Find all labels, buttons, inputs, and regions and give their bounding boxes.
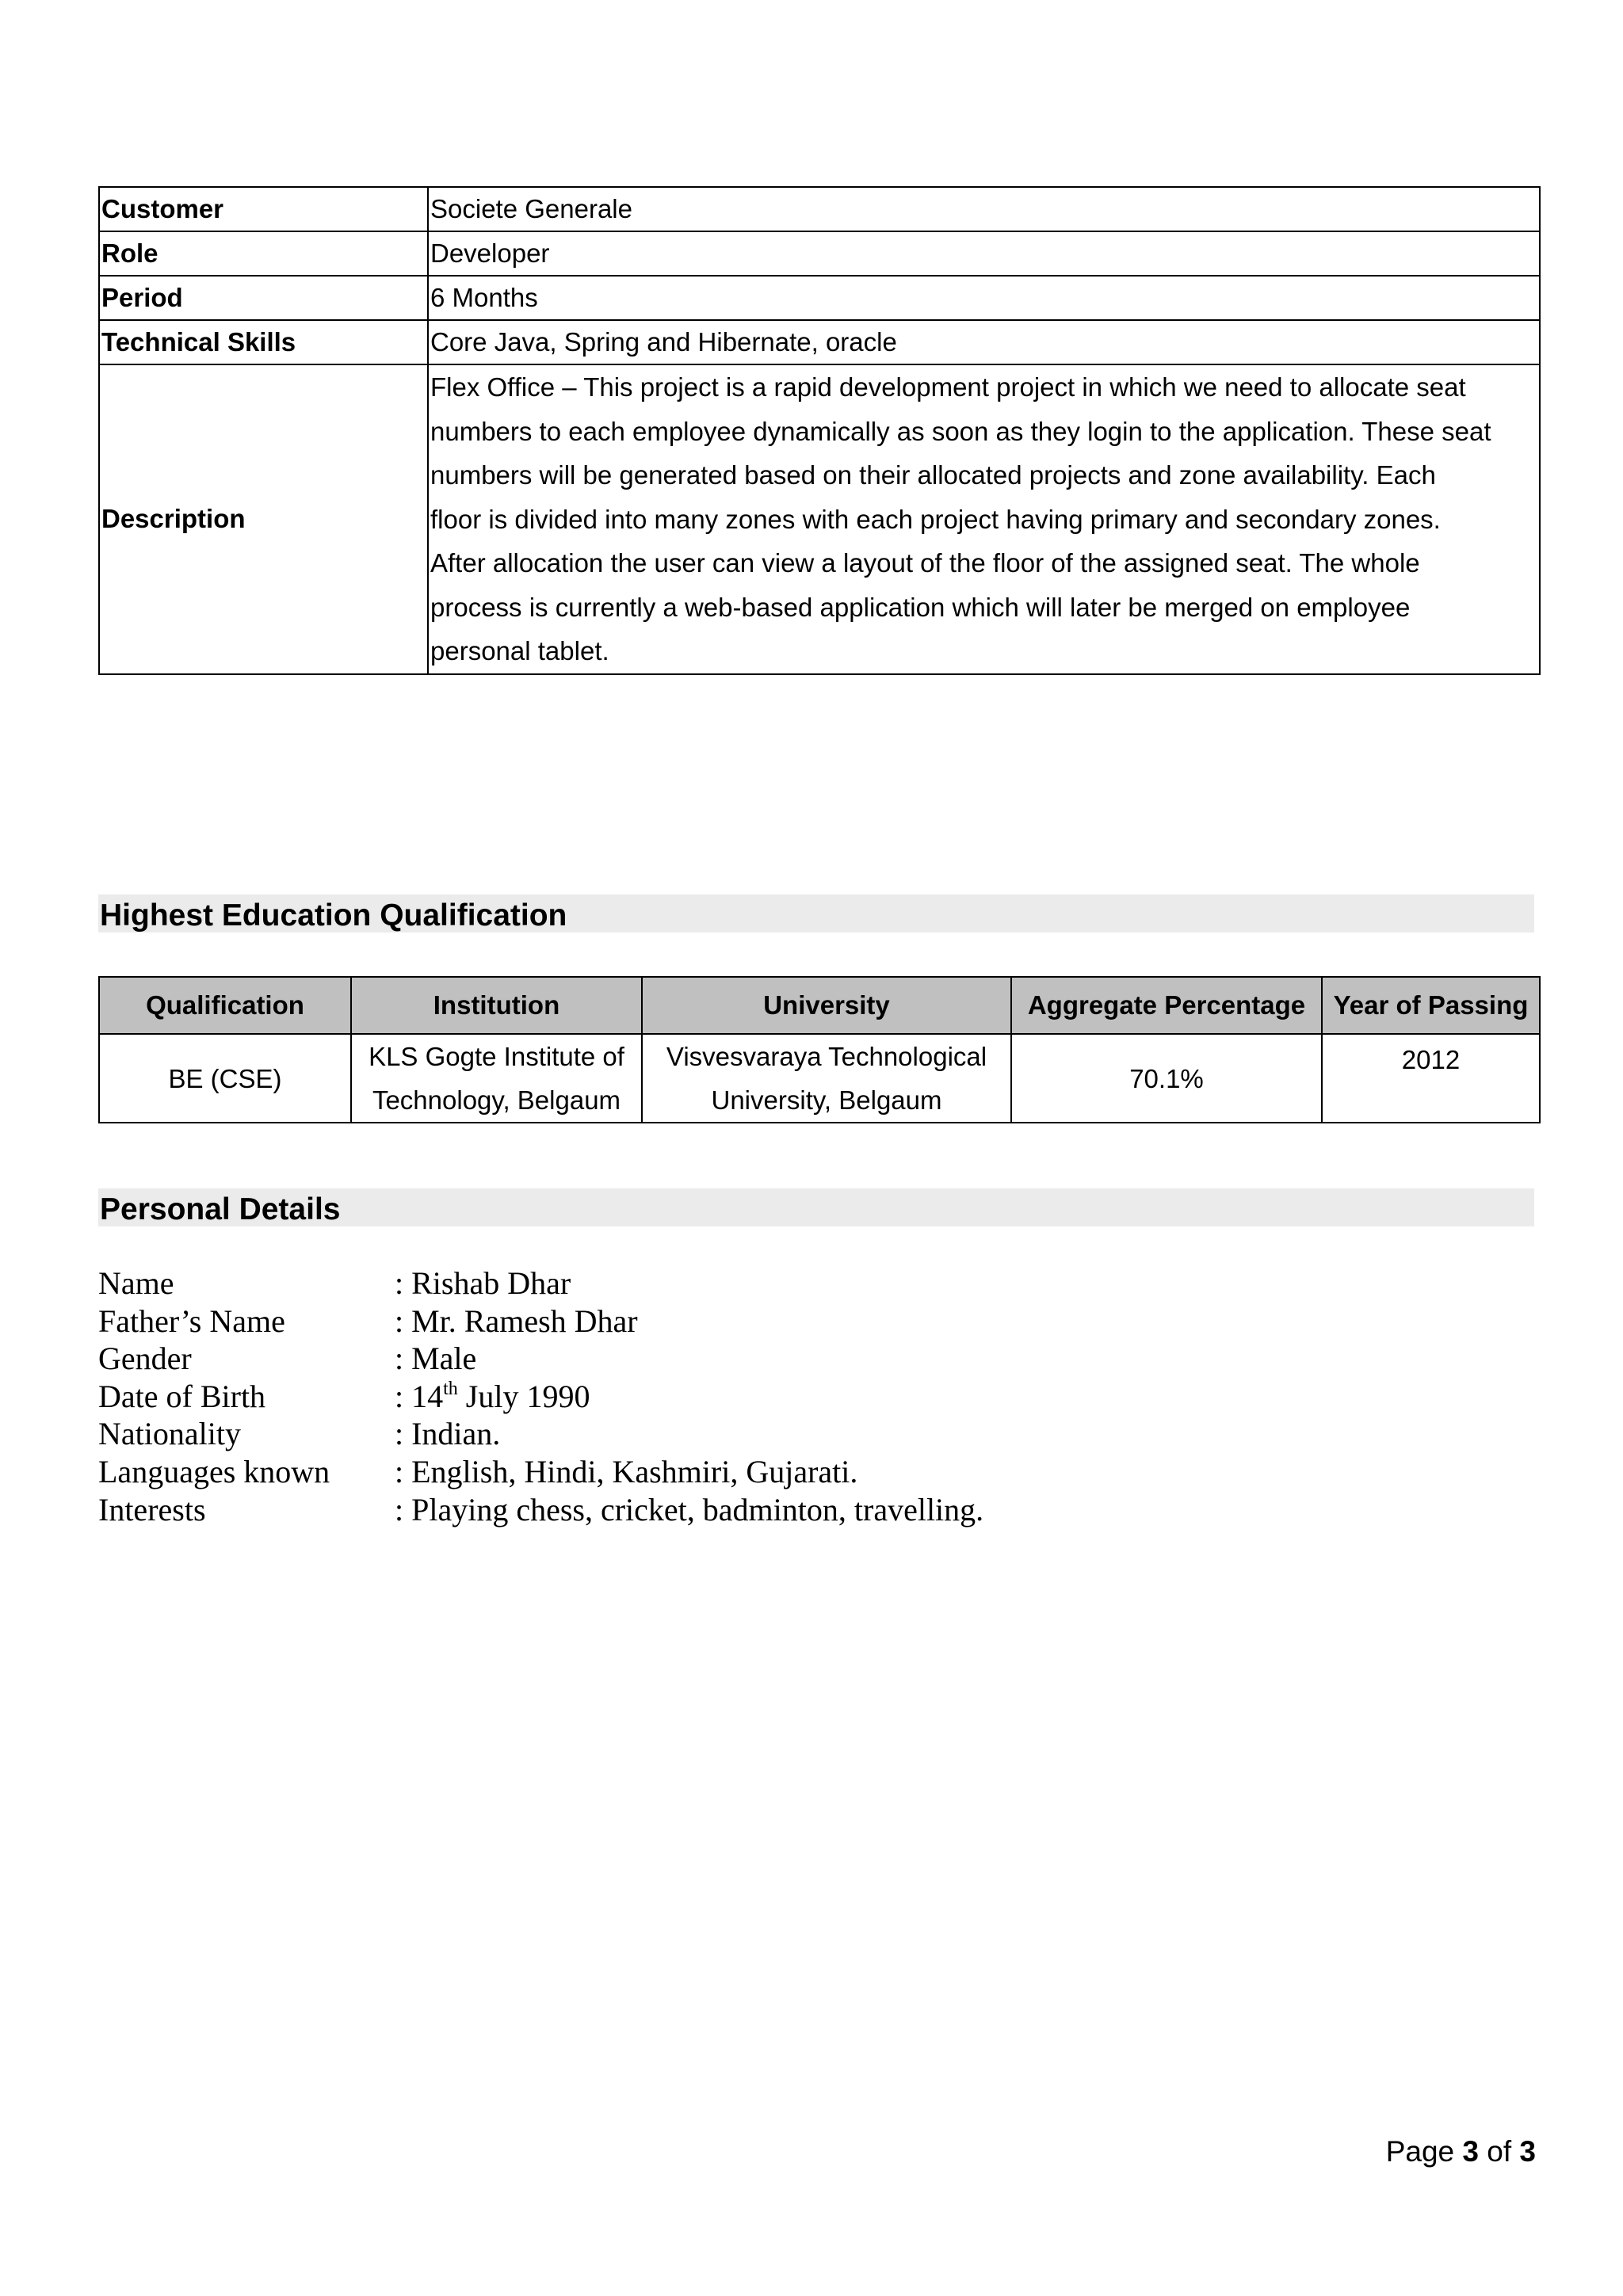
technical-skills-value: Core Java, Spring and Hibernate, oracle [428, 320, 1540, 364]
education-table [98, 976, 1541, 1123]
description-line: personal tablet. [430, 636, 609, 666]
description-line: Flex Office – This project is a rapid development project in which we need to allocate seat [430, 372, 1466, 402]
project-row-role [99, 231, 1540, 276]
education-header-row [99, 977, 1540, 1034]
university-header: University [642, 977, 1011, 1034]
aggregate-percentage-cell: 70.1% [1011, 1034, 1322, 1123]
aggregate-percentage-header: Aggregate Percentage [1011, 977, 1322, 1034]
institution-cell [351, 1034, 642, 1123]
description-value [428, 364, 1540, 674]
education-section-title: Highest Education Qualification [98, 894, 1534, 933]
fathers-name-value: : Mr. Ramesh Dhar [395, 1302, 638, 1339]
total-page-number: 3 [1519, 2135, 1536, 2168]
interests-label: Interests [98, 1491, 206, 1527]
personal-details-list [98, 1264, 983, 1528]
description-line: After allocation the user can view a layout of the floor of the assigned seat. The whole [430, 548, 1420, 578]
description-line: numbers will be generated based on their allocated projects and zone availability. Each [430, 460, 1436, 490]
period-label: Period [99, 276, 428, 320]
date-of-birth-value [395, 1378, 590, 1416]
fathers-name-label: Father’s Name [98, 1302, 285, 1339]
description-line: floor is divided into many zones with each project having primary and secondary zones. [430, 504, 1441, 534]
page-number-footer [1386, 2133, 1536, 2171]
date-of-birth-label: Date of Birth [98, 1378, 266, 1414]
customer-value: Societe Generale [428, 187, 1540, 231]
personal-row-languages-known [98, 1453, 983, 1491]
nationality-value: : Indian. [395, 1416, 501, 1452]
interests-value: : Playing chess, cricket, badminton, travelling. [395, 1491, 984, 1527]
institution-line: KLS Gogte Institute of [369, 1042, 624, 1071]
project-row-technical-skills [99, 320, 1540, 364]
page-word: Page [1385, 2135, 1455, 2168]
project-details-table [98, 186, 1541, 675]
university-line: Visvesvaraya Technological [666, 1042, 987, 1071]
technical-skills-label: Technical Skills [99, 320, 428, 364]
project-row-period [99, 276, 1540, 320]
personal-details-section-title: Personal Details [98, 1188, 1534, 1226]
name-value: : Rishab Dhar [395, 1265, 571, 1301]
description-line: process is currently a web-based application which will later be merged on employee [430, 592, 1411, 622]
current-page-number: 3 [1462, 2135, 1479, 2168]
qualification-cell: BE (CSE) [99, 1034, 351, 1123]
institution-header: Institution [351, 977, 642, 1034]
project-row-customer [99, 187, 1540, 231]
year-of-passing-header: Year of Passing [1322, 977, 1540, 1034]
description-line: numbers to each employee dynamically as soon as they login to the application. These seat [430, 416, 1491, 446]
name-label: Name [98, 1265, 174, 1301]
role-value: Developer [428, 231, 1540, 276]
personal-row-fathers-name [98, 1302, 983, 1341]
gender-value: : Male [395, 1341, 477, 1377]
personal-row-name [98, 1264, 983, 1302]
personal-row-interests [98, 1491, 983, 1529]
languages-known-value: : English, Hindi, Kashmiri, Gujarati. [395, 1453, 858, 1489]
date-of-birth-month-year: July 1990 [457, 1378, 590, 1414]
date-of-birth-day: : 14 [395, 1378, 444, 1414]
project-row-description [99, 364, 1540, 674]
gender-label: Gender [98, 1341, 192, 1377]
institution-line: Technology, Belgaum [372, 1085, 621, 1115]
of-word: of [1487, 2135, 1512, 2168]
education-row [99, 1034, 1540, 1123]
customer-label: Customer [99, 187, 428, 231]
languages-known-label: Languages known [98, 1453, 330, 1489]
nationality-label: Nationality [98, 1416, 241, 1452]
personal-row-nationality [98, 1415, 983, 1453]
description-label: Description [99, 364, 428, 674]
university-line: University, Belgaum [711, 1085, 942, 1115]
personal-row-gender [98, 1340, 983, 1378]
personal-row-date-of-birth [98, 1378, 983, 1416]
year-of-passing-cell: 2012 [1322, 1034, 1540, 1123]
role-label: Role [99, 231, 428, 276]
period-value: 6 Months [428, 276, 1540, 320]
university-cell [642, 1034, 1011, 1123]
date-of-birth-ordinal: th [443, 1378, 458, 1399]
qualification-header: Qualification [99, 977, 351, 1034]
